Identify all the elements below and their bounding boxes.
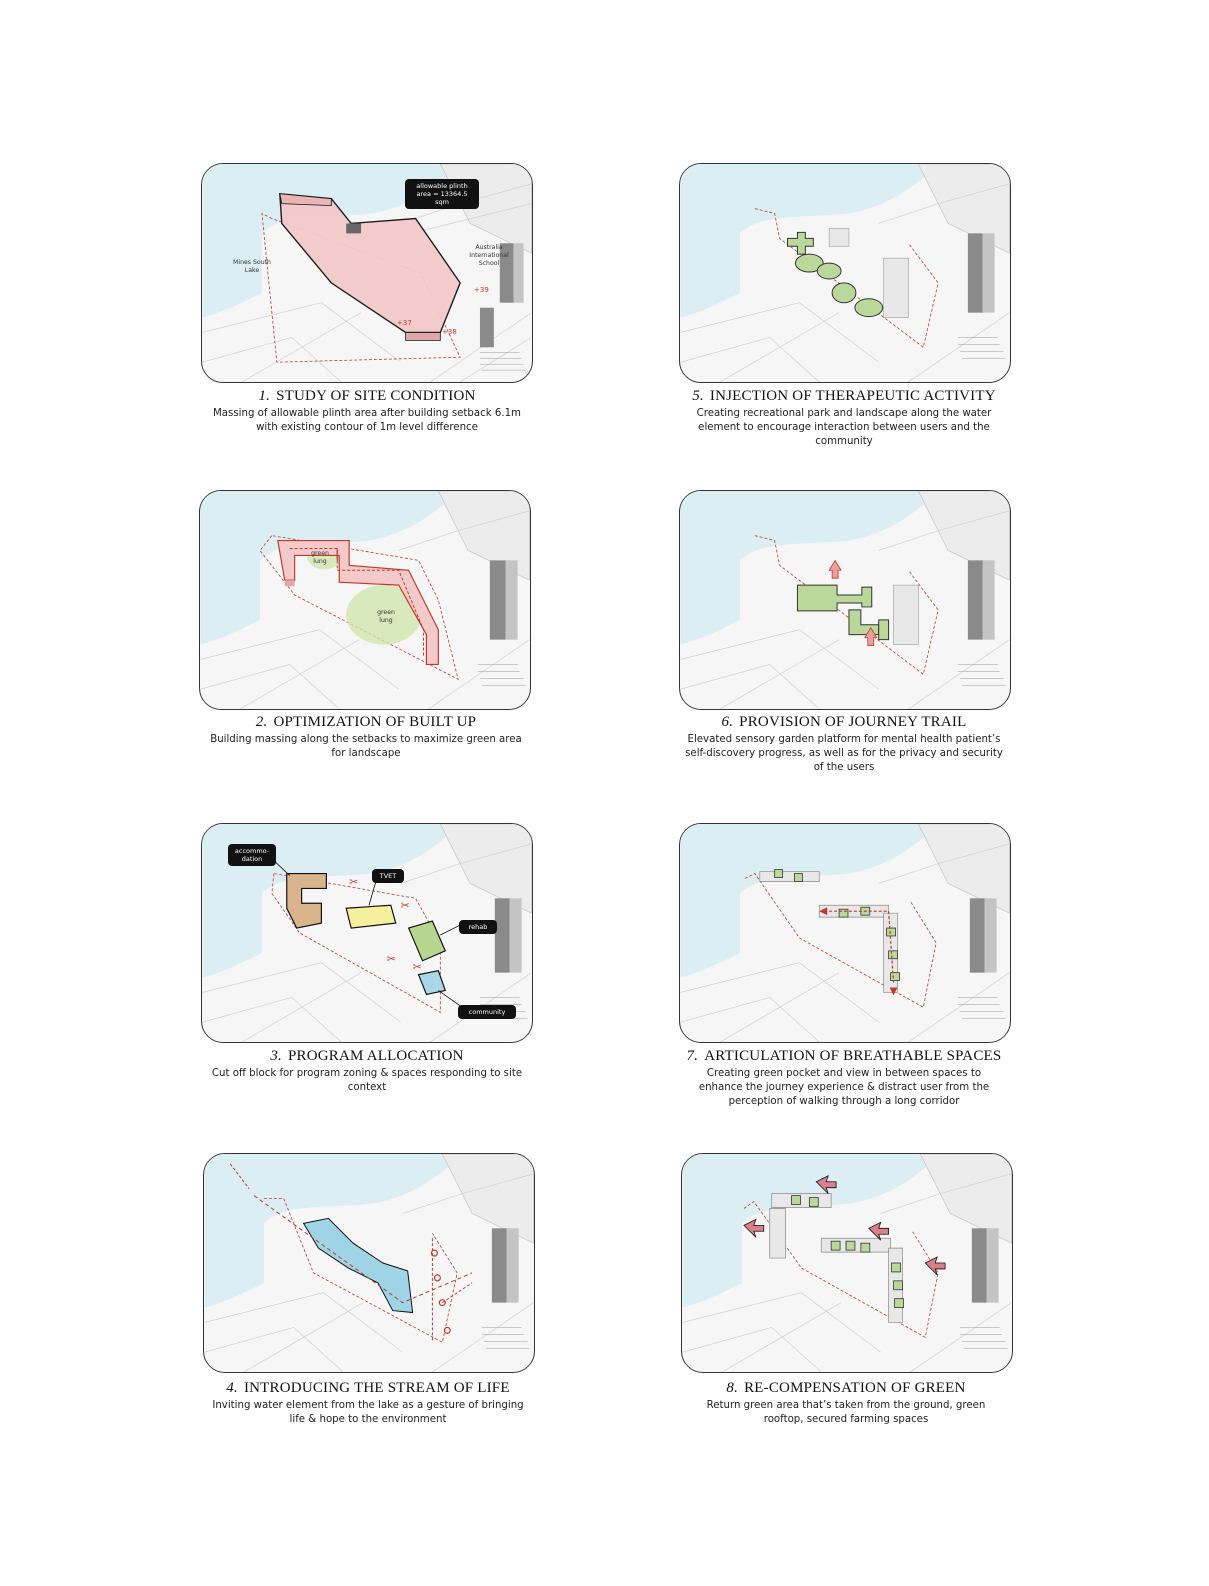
- step-description: Elevated sensory garden platform for mental health patient’s self-discovery progress, as well as for the privacy and security of the users: [685, 734, 1003, 773]
- level-marker: +37: [397, 319, 412, 327]
- step-title: [167, 1048, 567, 1065]
- step-number: 6.: [721, 714, 734, 730]
- step-description: Cut off block for program zoning & spaces responding to site context: [211, 1068, 523, 1093]
- svg-text:✂: ✂: [349, 875, 359, 889]
- step-title-text: PROGRAM ALLOCATION: [287, 1048, 464, 1064]
- step-caption: [644, 388, 1044, 449]
- accommodation-callout: accommo-dation: [228, 844, 276, 866]
- step-title-text: OPTIMIZATION OF BUILT UP: [273, 714, 477, 730]
- step-caption: [646, 1380, 1046, 1427]
- step-title-text: INTRODUCING THE STREAM OF LIFE: [243, 1380, 510, 1396]
- level-marker: +39: [474, 286, 489, 294]
- step-title-text: ARTICULATION OF BREATHABLE SPACES: [704, 1048, 1002, 1064]
- step-number: 2.: [255, 714, 268, 730]
- re-compensation-green-drawing: [682, 1154, 1012, 1372]
- step-title-text: RE-COMPENSATION OF GREEN: [744, 1380, 966, 1396]
- stream-of-life-drawing: [204, 1154, 534, 1372]
- breathable-spaces-drawing: [680, 824, 1010, 1042]
- tvet-callout: TVET: [372, 869, 404, 883]
- step-description: Inviting water element from the lake as a gesture of bringing life & hope to the environment: [212, 1400, 524, 1425]
- step-title: [644, 714, 1044, 731]
- rehab-callout: rehab: [459, 920, 497, 934]
- diagram-re-compensation-green: [681, 1153, 1013, 1373]
- step-description: Creating green pocket and view in between spaces to enhance the journey experience & distract user from the perception of walking through a long corridor: [698, 1068, 990, 1107]
- step-caption: [167, 1048, 567, 1095]
- step-caption: [166, 714, 566, 761]
- step-caption: [644, 1048, 1044, 1109]
- diagram-program-allocation: [201, 823, 533, 1043]
- step-caption: [168, 1380, 568, 1427]
- diagram-breathable-spaces: [679, 823, 1011, 1043]
- step-title: [646, 1380, 1046, 1397]
- level-marker: +38: [442, 328, 457, 336]
- diagram-site-condition: [201, 163, 533, 383]
- step-title-text: PROVISION OF JOURNEY TRAIL: [739, 714, 967, 730]
- svg-text:✂: ✂: [386, 952, 396, 966]
- therapeutic-activity-drawing: [680, 164, 1010, 382]
- diagram-stream-of-life: [203, 1153, 535, 1373]
- diagram-built-up: [199, 490, 531, 710]
- step-title-text: INJECTION OF THERAPEUTIC ACTIVITY: [709, 388, 996, 404]
- green-lung-label: green lung: [311, 550, 329, 565]
- step-description: Return green area that’s taken from the ground, green rooftop, secured farming spaces: [706, 1400, 986, 1425]
- step-description: Creating recreational park and landscape along the water element to encourage interaction between users and the community: [696, 408, 992, 447]
- green-lung-label: green lung: [377, 609, 395, 624]
- step-caption: [167, 388, 567, 435]
- svg-text:✂: ✂: [412, 960, 422, 974]
- step-number: 5.: [692, 388, 704, 404]
- step-title: [644, 1048, 1044, 1065]
- step-title-text: STUDY OF SITE CONDITION: [276, 388, 476, 404]
- step-title: [167, 388, 567, 405]
- diagram-therapeutic-activity: [679, 163, 1011, 383]
- built-up-drawing: [200, 491, 530, 709]
- step-title: [168, 1380, 568, 1397]
- step-number: 4.: [226, 1380, 238, 1396]
- step-caption: [644, 714, 1044, 775]
- journey-trail-drawing: [680, 491, 1010, 709]
- community-callout: community: [458, 1005, 516, 1019]
- step-number: 7.: [686, 1048, 699, 1064]
- school-label: Australia International School: [469, 244, 509, 267]
- step-description: Massing of allowable plinth area after building setback 6.1m with existing contour of 1m level difference: [213, 408, 521, 433]
- step-title: [644, 388, 1044, 405]
- lake-label: Mines South Lake: [233, 259, 271, 274]
- diagram-journey-trail: [679, 490, 1011, 710]
- step-description: Building massing along the setbacks to maximize green area for landscape: [210, 734, 522, 759]
- svg-text:✂: ✂: [400, 899, 410, 913]
- step-number: 8.: [726, 1380, 739, 1396]
- step-number: 3.: [270, 1048, 282, 1064]
- plinth-area-callout: allowable plinth area = 13364.5 sqm: [405, 179, 479, 209]
- step-title: [166, 714, 566, 731]
- step-number: 1.: [258, 388, 271, 404]
